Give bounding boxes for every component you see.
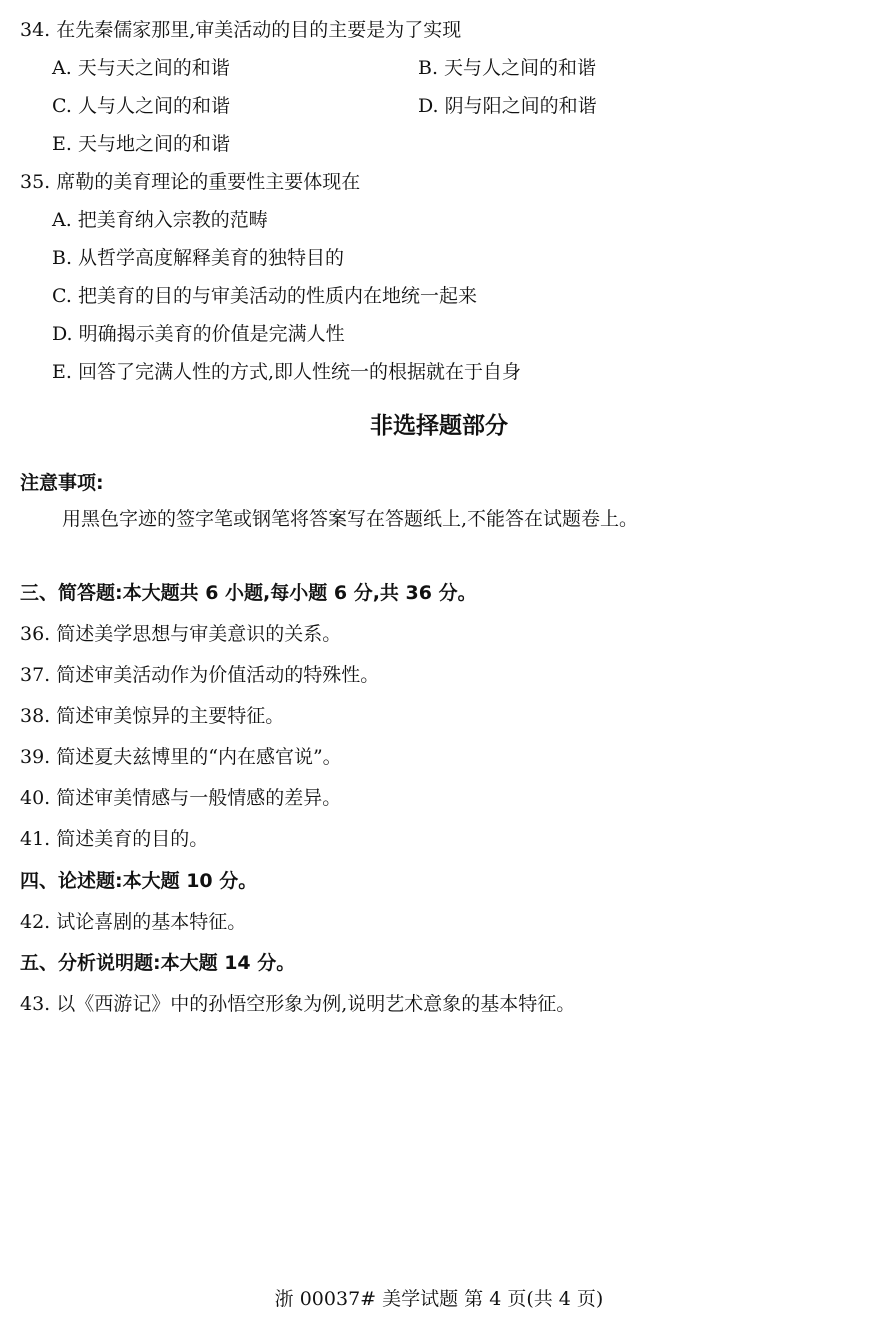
- question-35-option-a: A. 把美育纳入宗教的范畴: [52, 209, 268, 231]
- question-38: 38. 简述审美惊异的主要特征。: [20, 705, 285, 727]
- question-39: 39. 简述夏夫兹博里的“内在感官说”。: [20, 746, 342, 768]
- question-37: 37. 简述审美活动作为价值活动的特殊性。: [20, 664, 380, 686]
- question-34-option-b: B. 天与人之间的和谐: [418, 57, 597, 79]
- question-35-stem: 35. 席勒的美育理论的重要性主要体现在: [20, 171, 361, 193]
- part-title: 非选择题部分: [370, 413, 508, 439]
- question-43: 43. 以《西游记》中的孙悟空形象为例,说明艺术意象的基本特征。: [20, 993, 576, 1015]
- section-5-heading: 五、分析说明题:本大题 14 分。: [20, 952, 296, 974]
- page-footer: 浙 00037# 美学试题 第 4 页(共 4 页): [274, 1288, 604, 1310]
- question-35-option-d: D. 明确揭示美育的价值是完满人性: [52, 323, 345, 345]
- question-42: 42. 试论喜剧的基本特征。: [20, 911, 247, 933]
- question-34-option-c: C. 人与人之间的和谐: [52, 95, 230, 117]
- question-35-option-c: C. 把美育的目的与审美活动的性质内在地统一起来: [52, 285, 477, 307]
- question-34-option-e: E. 天与地之间的和谐: [52, 133, 230, 155]
- question-34-option-a: A. 天与天之间的和谐: [52, 57, 230, 79]
- notice-text: 用黑色字迹的签字笔或钢笔将答案写在答题纸上,不能答在试题卷上。: [62, 508, 639, 530]
- question-35-option-b: B. 从哲学高度解释美育的独特目的: [52, 247, 345, 269]
- section-4-heading: 四、论述题:本大题 10 分。: [20, 870, 258, 892]
- question-35-option-e: E. 回答了完满人性的方式,即人性统一的根据就在于自身: [52, 361, 521, 383]
- section-3-heading: 三、简答题:本大题共 6 小题,每小题 6 分,共 36 分。: [20, 582, 477, 604]
- question-34-option-d: D. 阴与阳之间的和谐: [418, 95, 597, 117]
- question-36: 36. 简述美学思想与审美意识的关系。: [20, 623, 342, 645]
- question-34-stem: 34. 在先秦儒家那里,审美活动的目的主要是为了实现: [20, 19, 462, 41]
- notice-heading: 注意事项:: [20, 472, 104, 494]
- question-40: 40. 简述审美情感与一般情感的差异。: [20, 787, 342, 809]
- question-41: 41. 简述美育的目的。: [20, 828, 209, 850]
